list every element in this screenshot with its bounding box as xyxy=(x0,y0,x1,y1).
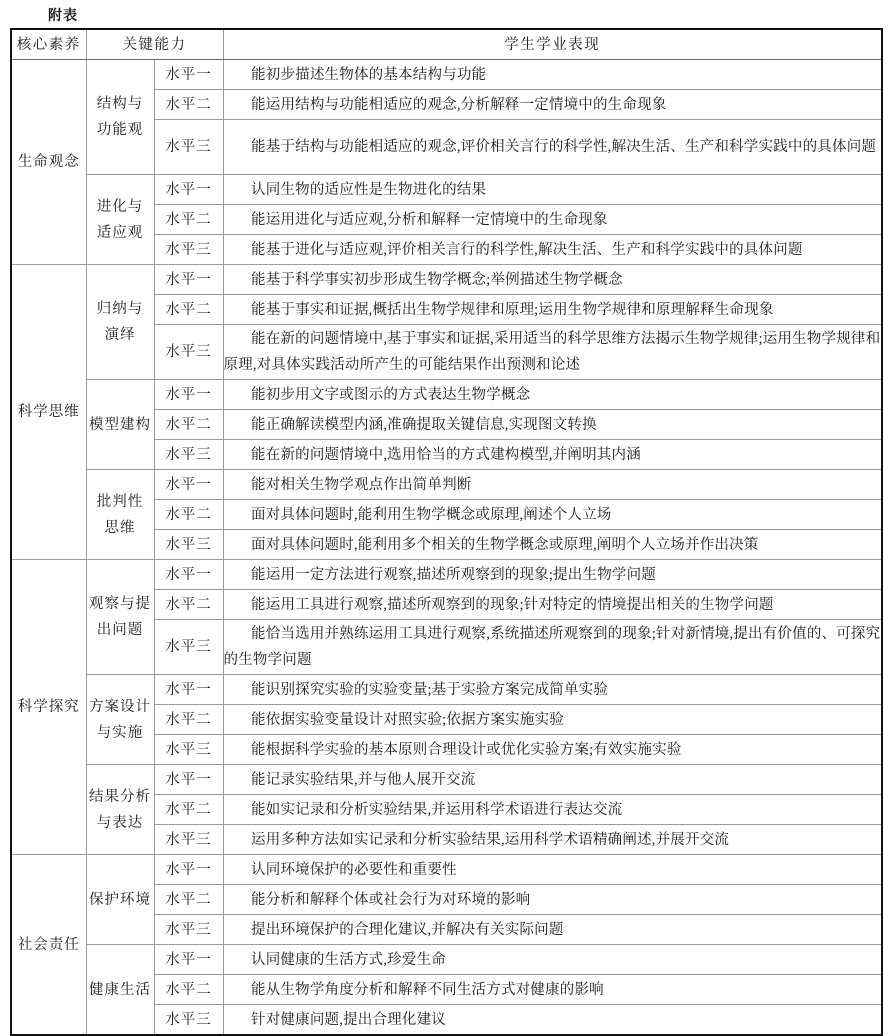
level-cell: 水平一 xyxy=(154,60,223,90)
performance-cell: 能恰当选用并熟练运用工具进行观察,系统描述所观察到的现象;针对新情境,提出有价值的、可探究的生物学问题 xyxy=(223,620,882,675)
level-cell: 水平二 xyxy=(154,500,223,530)
level-cell: 水平一 xyxy=(154,470,223,500)
performance-cell: 认同环境保护的必要性和重要性 xyxy=(223,855,882,885)
table-row xyxy=(11,675,882,705)
performance-cell: 能根据科学实验的基本原则合理设计或优化实验方案;有效实施实验 xyxy=(223,735,882,765)
table-header-row xyxy=(11,29,882,60)
level-cell: 水平一 xyxy=(154,675,223,705)
table-row xyxy=(11,380,882,410)
level-cell: 水平一 xyxy=(154,765,223,795)
performance-cell: 能基于结构与功能相适应的观念,评价相关言行的科学性,解决生活、生产和科学实践中的具体问题 xyxy=(223,120,882,175)
performance-cell: 能运用一定方法进行观察,描述所观察到的现象;提出生物学问题 xyxy=(223,560,882,590)
level-cell: 水平三 xyxy=(154,530,223,560)
level-cell: 水平一 xyxy=(154,380,223,410)
performance-cell: 能对相关生物学观点作出简单判断 xyxy=(223,470,882,500)
ability-label-line1: 归纳与 xyxy=(96,301,144,317)
level-cell: 水平三 xyxy=(154,620,223,675)
competency-cell xyxy=(11,560,86,855)
table-row xyxy=(11,175,882,205)
performance-cell: 能基于进化与适应观,评价相关言行的科学性,解决生活、生产和科学实践中的具体问题 xyxy=(223,235,882,265)
performance-cell: 能识别探究实验的实验变量;基于实验方案完成简单实验 xyxy=(223,675,882,705)
performance-cell: 能基于事实和证据,概括出生物学规律和原理;运用生物学规律和原理解释生命现象 xyxy=(223,295,882,325)
level-cell: 水平一 xyxy=(154,265,223,295)
ability-label-line2: 出问题 xyxy=(96,622,144,638)
performance-cell: 能初步描述生物体的基本结构与功能 xyxy=(223,60,882,90)
level-cell: 水平三 xyxy=(154,825,223,855)
performance-cell: 提出环境保护的合理化建议,并解决有关实际问题 xyxy=(223,915,882,945)
level-cell: 水平二 xyxy=(154,90,223,120)
ability-label-line1: 结构与 xyxy=(96,96,144,112)
ability-cell xyxy=(86,855,154,945)
level-cell: 水平一 xyxy=(154,855,223,885)
level-cell: 水平二 xyxy=(154,205,223,235)
ability-label-line1: 保护环境 xyxy=(89,891,151,908)
level-cell: 水平二 xyxy=(154,295,223,325)
competency-cell xyxy=(11,855,86,1036)
header-cell-ability: 关键能力 xyxy=(86,29,223,60)
assessment-table-container xyxy=(10,28,881,1036)
performance-cell: 运用多种方法如实记录和分析实验结果,运用科学术语精确阐述,并展开交流 xyxy=(223,825,882,855)
ability-cell xyxy=(86,60,154,175)
performance-cell: 能如实记录和分析实验结果,并运用科学术语进行表达交流 xyxy=(223,795,882,825)
ability-label-line1: 方案设计 xyxy=(89,698,151,715)
performance-cell: 认同健康的生活方式,珍爱生命 xyxy=(223,945,882,975)
performance-cell: 能依据实验变量设计对照实验;依据方案实施实验 xyxy=(223,705,882,735)
ability-cell xyxy=(86,380,154,470)
ability-cell xyxy=(86,560,154,675)
header-cell-performance: 学生学业表现 xyxy=(223,29,882,60)
level-cell: 水平三 xyxy=(154,325,223,380)
ability-cell xyxy=(86,675,154,765)
level-cell: 水平三 xyxy=(154,735,223,765)
performance-cell: 能在新的问题情境中,选用恰当的方式建构模型,并阐明其内涵 xyxy=(223,440,882,470)
level-cell: 水平一 xyxy=(154,175,223,205)
ability-label-line2: 演绎 xyxy=(104,327,136,343)
performance-cell: 能在新的问题情境中,基于事实和证据,采用适当的科学思维方法揭示生物学规律;运用生物学规律和原理,对具体实践活动所产生的可能结果作出预测和论述 xyxy=(223,325,882,380)
ability-label-line1: 进化与 xyxy=(96,198,144,215)
performance-cell: 面对具体问题时,能利用生物学概念或原理,阐述个人立场 xyxy=(223,500,882,530)
level-cell: 水平三 xyxy=(154,440,223,470)
assessment-table-body xyxy=(11,29,882,1035)
table-row xyxy=(11,765,882,795)
performance-cell: 能运用进化与适应观,分析和解释一定情境中的生命现象 xyxy=(223,205,882,235)
ability-label-line2: 与表达 xyxy=(96,814,144,831)
performance-cell: 认同生物的适应性是生物进化的结果 xyxy=(223,175,882,205)
ability-label-line2: 与实施 xyxy=(96,724,144,741)
performance-cell: 能运用工具进行观察,描述所观察到的现象;针对特定的情境提出相关的生物学问题 xyxy=(223,590,882,620)
level-cell: 水平三 xyxy=(154,1005,223,1036)
competency-label: 科学思维 xyxy=(17,404,80,420)
performance-cell: 针对健康问题,提出合理化建议 xyxy=(223,1005,882,1036)
level-cell: 水平二 xyxy=(154,975,223,1005)
level-cell: 水平三 xyxy=(154,120,223,175)
competency-cell xyxy=(11,265,86,560)
ability-label-line2: 功能观 xyxy=(96,122,144,138)
ability-cell xyxy=(86,945,154,1036)
table-row xyxy=(11,855,882,885)
performance-cell: 面对具体问题时,能利用多个相关的生物学概念或原理,阐明个人立场并作出决策 xyxy=(223,530,882,560)
performance-cell: 能分析和解释个体或社会行为对环境的影响 xyxy=(223,885,882,915)
ability-label-line1: 健康生活 xyxy=(89,981,151,998)
performance-cell: 能正确解读模型内涵,准确提取关键信息,实现图文转换 xyxy=(223,410,882,440)
table-row xyxy=(11,470,882,500)
table-row xyxy=(11,560,882,590)
ability-label-line2: 思维 xyxy=(104,519,136,536)
level-cell: 水平二 xyxy=(154,885,223,915)
ability-label-line1: 观察与提 xyxy=(89,596,151,612)
level-cell: 水平二 xyxy=(154,590,223,620)
level-cell: 水平三 xyxy=(154,915,223,945)
level-cell: 水平二 xyxy=(154,705,223,735)
ability-cell xyxy=(86,470,154,560)
level-cell: 水平一 xyxy=(154,560,223,590)
competency-cell xyxy=(11,60,86,265)
performance-cell: 能基于科学事实初步形成生物学概念;举例描述生物学概念 xyxy=(223,265,882,295)
table-caption: 附表 xyxy=(48,7,78,23)
performance-cell: 能运用结构与功能相适应的观念,分析解释一定情境中的生命现象 xyxy=(223,90,882,120)
level-cell: 水平二 xyxy=(154,795,223,825)
assessment-table xyxy=(10,28,883,1036)
ability-label-line1: 结果分析 xyxy=(89,788,151,805)
ability-cell xyxy=(86,765,154,855)
header-cell-competency: 核心素养 xyxy=(11,29,86,60)
ability-cell xyxy=(86,175,154,265)
performance-cell: 能从生物学角度分析和解释不同生活方式对健康的影响 xyxy=(223,975,882,1005)
performance-cell: 能记录实验结果,并与他人展开交流 xyxy=(223,765,882,795)
performance-cell: 能初步用文字或图示的方式表达生物学概念 xyxy=(223,380,882,410)
ability-label-line2: 适应观 xyxy=(96,224,144,241)
ability-cell xyxy=(86,265,154,380)
level-cell: 水平三 xyxy=(154,235,223,265)
ability-label-line1: 模型建构 xyxy=(89,416,151,433)
table-row xyxy=(11,945,882,975)
table-row xyxy=(11,265,882,295)
table-row xyxy=(11,60,882,90)
level-cell: 水平一 xyxy=(154,945,223,975)
ability-label-line1: 批判性 xyxy=(96,493,144,510)
competency-label: 生命观念 xyxy=(17,154,80,170)
competency-label: 科学探究 xyxy=(17,699,80,715)
competency-label: 社会责任 xyxy=(17,936,80,953)
level-cell: 水平二 xyxy=(154,410,223,440)
